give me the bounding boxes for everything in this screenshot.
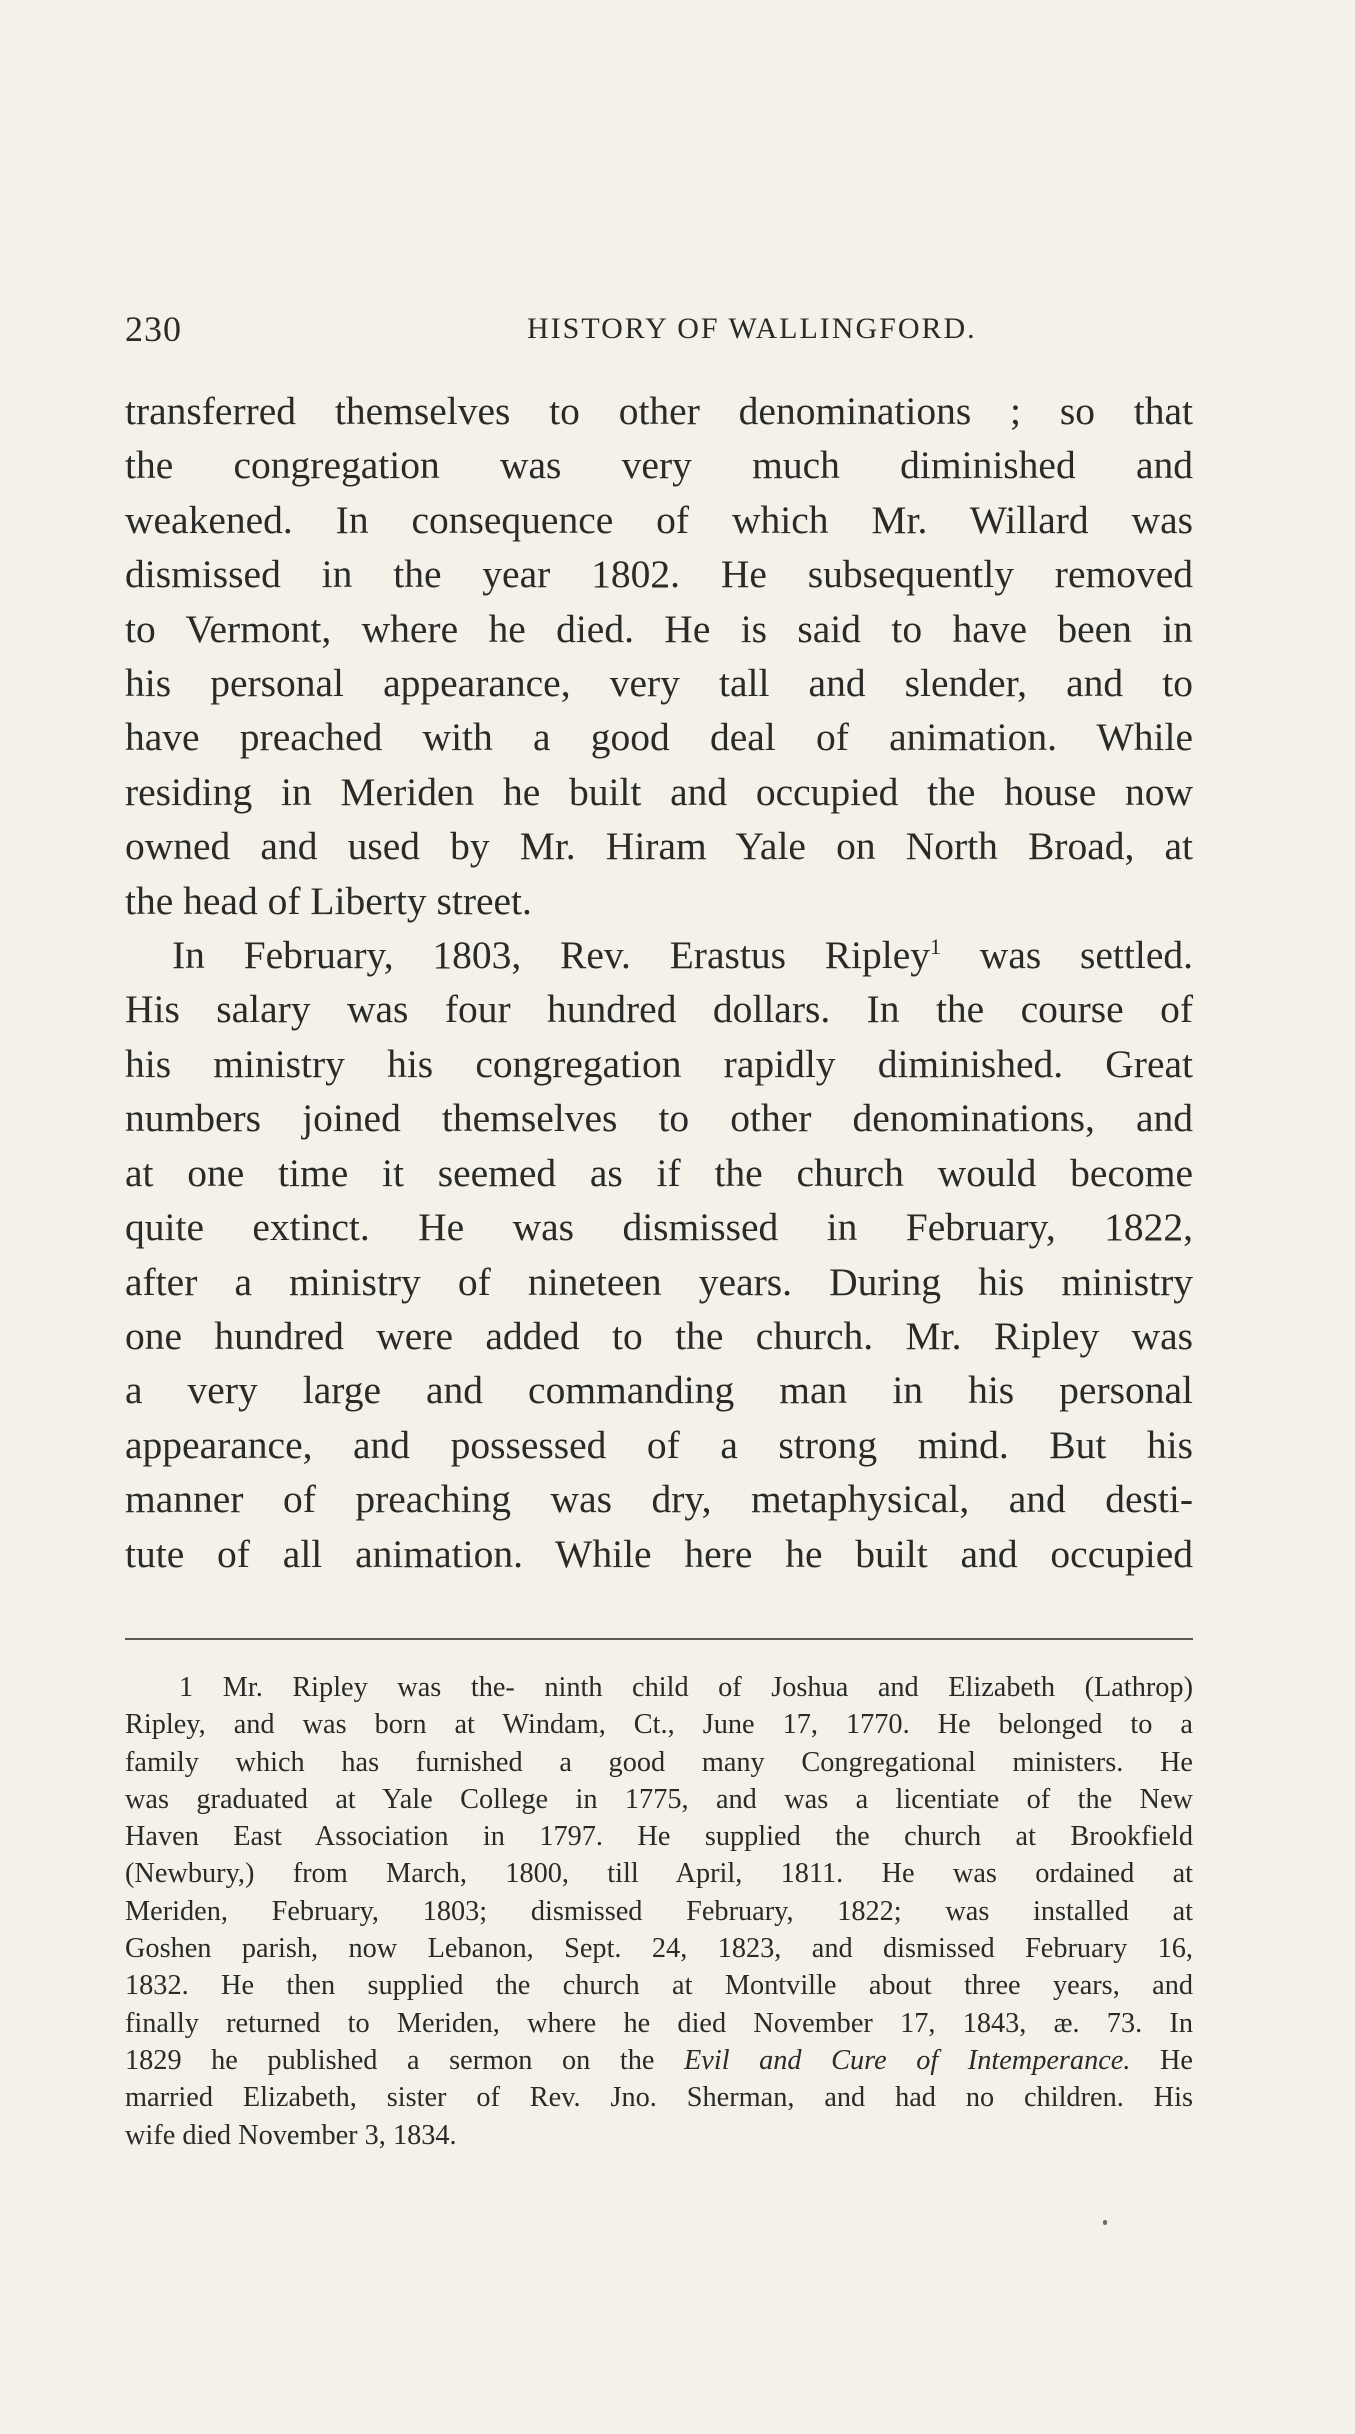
text-line-first [125, 928, 1193, 982]
footnote-text-segment: 1829 he published a sermon on the [125, 2044, 684, 2076]
text-line: weakened. In consequence of which Mr. Willard was [125, 497, 1193, 542]
text-line: to Vermont, where he died. He is said to have been in [125, 606, 1193, 651]
text-segment: In February, 1803, Rev. Erastus Ripley [172, 933, 931, 978]
text-line: transferred themselves to other denominations ; so that [125, 389, 1193, 433]
text-line: a very large and commanding man in his personal [125, 1368, 1193, 1413]
footnote-line: finally returned to Meriden, where he died November 17, 1843, æ. 73. In [125, 2007, 1193, 2039]
footnote-line: Meriden, February, 1803; dismissed February, 1822; was installed at [125, 1895, 1193, 1927]
text-line: the head of Liberty street. [125, 878, 532, 923]
text-segment: was settled. [941, 933, 1193, 978]
footnote-reference[interactable]: 1 [930, 934, 942, 960]
footnote-marker: 1 [179, 1672, 194, 1703]
text-line: His salary was four hundred dollars. In the course of [125, 987, 1193, 1032]
footnote-line: family which has furnished a good many Congregational ministers. He [125, 1746, 1193, 1778]
running-title: HISTORY OF WALLINGFORD. [527, 312, 977, 345]
text-line: owned and used by Mr. Hiram Yale on North Broad, at [125, 824, 1193, 869]
paragraph-1 [125, 384, 1193, 928]
paper-speck [1103, 2220, 1107, 2225]
text-line: the congregation was very much diminished and [125, 443, 1193, 488]
footnote-line: was graduated at Yale College in 1775, and was a licentiate of the New [125, 1783, 1193, 1815]
footnote-line: Ripley, and was born at Windam, Ct., June 17, 1770. He belonged to a [125, 1709, 1193, 1741]
text-line: quite extinct. He was dismissed in February, 1822, [125, 1205, 1193, 1250]
text-line: his ministry his congregation rapidly diminished. Great [125, 1041, 1193, 1086]
text-line: dismissed in the year 1802. He subsequently removed [125, 552, 1193, 597]
text-line: appearance, and possessed of a strong mind. But his [125, 1422, 1193, 1467]
footnote-line: 1832. He then supplied the church at Montville about three years, and [125, 1970, 1193, 2002]
text-line: manner of preaching was dry, metaphysical, and desti- [125, 1477, 1193, 1522]
footnote-text-segment: He [1130, 2044, 1193, 2076]
text-line: at one time it seemed as if the church would become [125, 1150, 1193, 1195]
text-line: residing in Meriden he built and occupied the house now [125, 769, 1193, 814]
footnote-line: married Elizabeth, sister of Rev. Jno. Sherman, and had no children. His [125, 2082, 1193, 2114]
main-text [125, 384, 1193, 1581]
text-line: numbers joined themselves to other denominations, and [125, 1096, 1193, 1141]
paragraph-2 [125, 928, 1193, 1581]
footnote [125, 1669, 1193, 2154]
footnote-line: (Newbury,) from March, 1800, till April, 1811. He was ordained at [125, 1858, 1193, 1890]
footnote-line: Haven East Association in 1797. He supplied the church at Brookfield [125, 1821, 1193, 1853]
text-line: have preached with a good deal of animation. While [125, 715, 1193, 760]
text-line: tute of all animation. While here he built and occupied [125, 1531, 1193, 1576]
text-line: one hundred were added to the church. Mr. Ripley was [125, 1313, 1193, 1358]
footnote-line: Goshen parish, now Lebanon, Sept. 24, 1823, and dismissed February 16, [125, 1933, 1193, 1965]
text-line: his personal appearance, very tall and slender, and to [125, 661, 1193, 706]
page-number: 230 [125, 309, 182, 349]
page-header [125, 308, 1193, 358]
footnote-line-first [125, 1669, 1193, 1706]
footnote-line [125, 2042, 1193, 2079]
footnote-text-segment: Mr. Ripley was the- ninth child of Joshua and Elizabeth (Lathrop) [222, 1672, 1193, 1703]
footnote-line: wife died November 3, 1834. [125, 2119, 457, 2151]
sermon-title: Evil and Cure of Intemperance. [683, 2044, 1131, 2076]
footnote-divider [125, 1638, 1193, 1640]
text-line: after a ministry of nineteen years. During his ministry [125, 1259, 1193, 1304]
